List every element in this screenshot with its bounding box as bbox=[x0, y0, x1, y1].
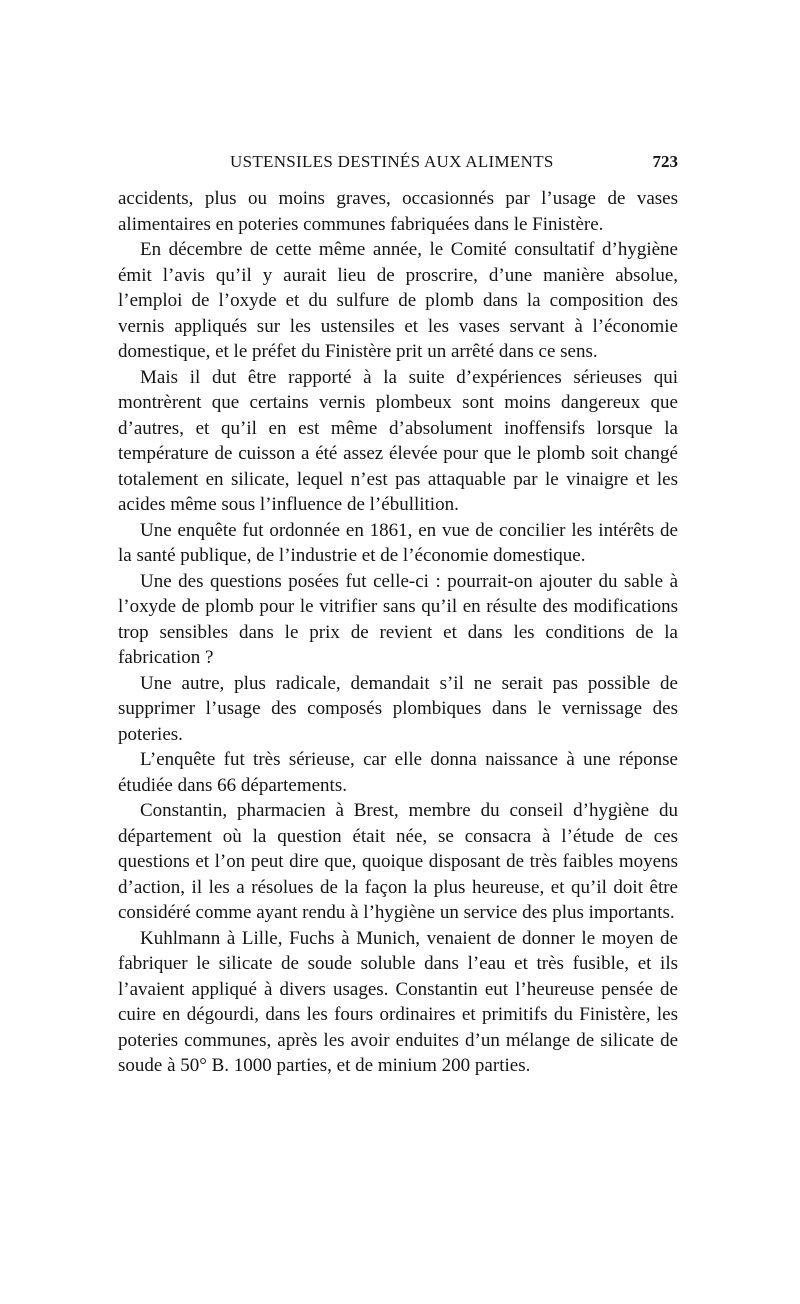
paragraph: Une enquête fut ordonnée en 1861, en vue de concilier les intérêts de la santé publique, de l’industrie et de l’économie domestique. bbox=[118, 519, 678, 566]
body-text bbox=[118, 186, 678, 1079]
page-header bbox=[118, 152, 678, 176]
paragraph: L’enquête fut très sérieuse, car elle donna naissance à une réponse étudiée dans 66 départements. bbox=[118, 749, 678, 796]
paragraph: Constantin, pharmacien à Brest, membre du conseil d’hygiène du département où la question était née, se consacra à l’étude de ces questions et l’on peut dire que, quoique disposant de très faibles moyens d’action, il les a résolues de la façon la plus heureuse, et qu’il doit être considéré comme ayant rendu à l’hygiène un service des plus importants. bbox=[118, 800, 678, 923]
paragraph: accidents, plus ou moins graves, occasionnés par l’usage de vases alimentaires en poteries communes fabriquées dans le Finistère. bbox=[118, 188, 678, 235]
page-number: 723 bbox=[652, 152, 678, 171]
paragraph: Mais il dut être rapporté à la suite d’expériences sérieuses qui montrèrent que certains vernis plombeux sont moins dangereux que d’autres, et qu’il en est même d’absolument inoffensifs lorsque la température de cuisson a été assez élevée pour que le plomb soit changé totalement en silicate, lequel n’est pas attaquable par le vinaigre et les acides même sous l’influence de l’ébullition. bbox=[118, 366, 678, 515]
paragraph: Une autre, plus radicale, demandait s’il ne serait pas possible de supprimer l’usage des composés plombiques dans le vernissage des poteries. bbox=[118, 672, 678, 745]
paragraph: En décembre de cette même année, le Comité consultatif d’hygiène émit l’avis qu’il y aurait lieu de proscrire, d’une manière absolue, l’emploi de l’oxyde et du sulfure de plomb dans la composition des vernis appliqués sur les ustensiles et les vases servant à l’économie domestique, et le préfet du Finistère prit un arrêté dans ce sens. bbox=[118, 239, 678, 362]
paragraph: Une des questions posées fut celle-ci : pourrait-on ajouter du sable à l’oxyde de plomb pour le vitrifier sans qu’il en résulte des modifications trop sensibles dans le prix de revient et dans les conditions de la fabrication ? bbox=[118, 570, 678, 668]
running-title: USTENSILES DESTINÉS AUX ALIMENTS bbox=[230, 152, 554, 171]
paragraph: Kuhlmann à Lille, Fuchs à Munich, venaient de donner le moyen de fabriquer le silicate de soude soluble dans l’eau et très fusible, et ils l’avaient appliqué à divers usages. Constantin eut l’heureuse pensée de cuire en dégourdi, dans les fours ordinaires et primitifs du Finistère, les poteries communes, après les avoir enduites d’un mélange de silicate de soude à 50° B. 1000 parties, et de minium 200 parties. bbox=[118, 927, 678, 1076]
